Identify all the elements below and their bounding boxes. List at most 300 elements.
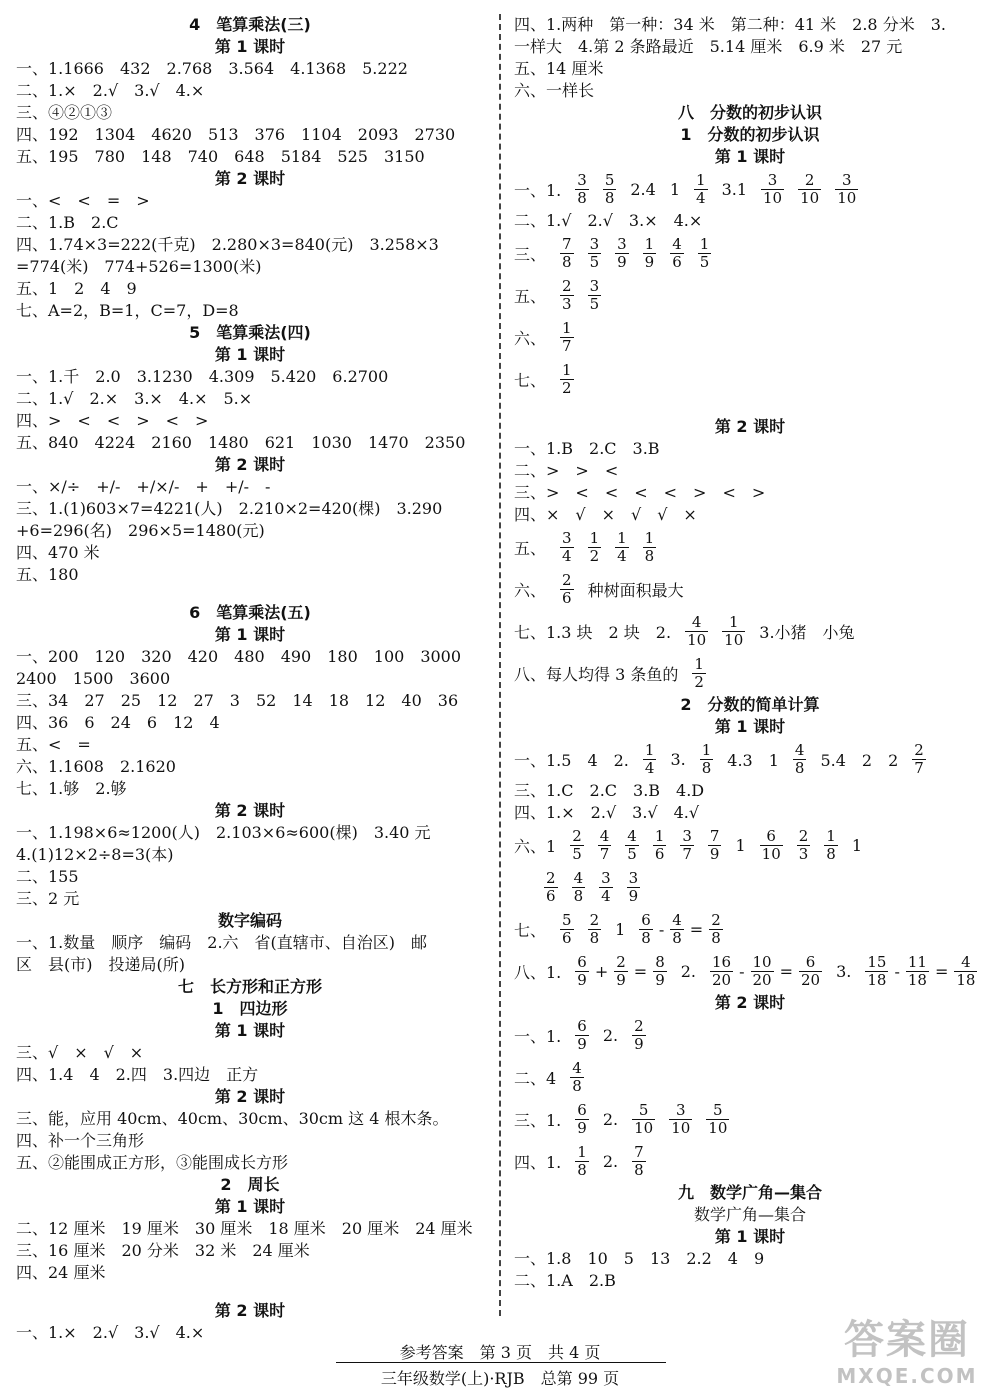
fraction — [722, 614, 745, 649]
answer-text: 2. — [602, 1109, 619, 1129]
answer-text: 七、 — [514, 920, 547, 940]
fraction-numerator: 2 — [798, 826, 809, 845]
fraction-denominator: 10 — [671, 1118, 691, 1137]
fraction-numerator: 3 — [617, 234, 627, 253]
fraction-denominator: 18 — [956, 970, 976, 989]
answer-line — [514, 168, 986, 210]
fraction-numerator: 1 — [644, 528, 655, 547]
section-heading: 4 笔算乘法(三) — [189, 15, 311, 34]
section-heading: 第 1 课时 — [214, 1197, 286, 1216]
fraction — [560, 320, 574, 355]
fraction-denominator: 10 — [761, 844, 781, 863]
fraction — [670, 236, 684, 271]
fraction-denominator: 8 — [604, 188, 615, 207]
fraction-numerator: 2 — [914, 740, 924, 759]
fraction — [614, 954, 628, 989]
answer-text: 七、 — [514, 370, 547, 390]
fraction — [560, 530, 574, 565]
answer-line: 三、> < < < < > < > — [514, 483, 766, 502]
section-heading: 数字编码 — [217, 911, 282, 930]
operator: = — [934, 961, 949, 981]
answer-line: 四、1.两种 第一种：34 米 第二种：41 米 2.8 分米 3. — [514, 15, 946, 34]
answer-line: 四、192 1304 4620 513 376 1104 2093 2730 — [16, 125, 456, 144]
answer-text: 三、 — [514, 244, 547, 264]
fraction — [692, 656, 706, 691]
answer-line — [514, 652, 986, 694]
answer-text: 八、每人均得 3 条鱼的 — [514, 664, 679, 684]
answer-line — [514, 610, 986, 652]
answer-line: 4.(1)12×2÷8=3(本) — [16, 845, 174, 864]
fraction-denominator: 18 — [867, 970, 887, 989]
section-heading: 第 1 课时 — [714, 717, 786, 736]
fraction-numerator: 1 — [644, 234, 655, 253]
answer-text: 五、 — [514, 538, 547, 558]
fraction-numerator: 4 — [672, 910, 682, 929]
fraction-denominator: 9 — [644, 252, 655, 271]
operator: - — [658, 919, 665, 939]
answer-line — [514, 1098, 986, 1140]
fraction-numerator: 7 — [709, 826, 720, 845]
fraction-denominator: 10 — [800, 188, 820, 207]
watermark-glyphs: 答案圈 — [844, 1317, 970, 1363]
fraction-denominator: 7 — [914, 758, 924, 777]
fraction-denominator: 8 — [577, 1160, 587, 1179]
fraction-denominator: 8 — [562, 252, 572, 271]
column-divider — [499, 14, 501, 1316]
fraction-numerator: 16 — [712, 952, 732, 971]
fraction — [797, 828, 811, 863]
fraction — [798, 172, 821, 207]
section-heading: 1 分数的初步认识 — [680, 125, 820, 144]
operator: = — [779, 961, 793, 981]
answer-line: 五、180 — [16, 565, 79, 584]
answer-line: 四、1.× 2.√ 3.√ 4.√ — [514, 803, 700, 822]
answer-line: 一、1.数量 顺序 编码 2.六 省(直辖市、自治区) 邮 — [16, 933, 428, 952]
fraction-denominator: 10 — [708, 1118, 728, 1137]
answer-line: 三、1.(1)603×7=4221(人) 2.210×2=420(棵) 3.290 — [16, 499, 443, 518]
fraction — [588, 912, 602, 947]
fraction-numerator: 3 — [577, 170, 587, 189]
fraction-denominator: 5 — [572, 844, 582, 863]
fraction-denominator: 9 — [709, 844, 720, 863]
fraction-denominator: 8 — [672, 928, 682, 947]
answer-text: 六、 — [514, 328, 547, 348]
fraction-denominator: 8 — [794, 758, 805, 777]
fraction — [685, 614, 708, 649]
fraction-numerator: 5 — [638, 1100, 649, 1119]
answer-text: 3.1 — [721, 179, 748, 199]
section-heading: 第 1 课时 — [214, 345, 286, 364]
fraction-denominator: 6 — [654, 844, 665, 863]
fraction-denominator: 8 — [641, 928, 651, 947]
answer-text: 三、1. — [514, 1110, 562, 1130]
fraction — [588, 278, 602, 313]
fraction-denominator: 9 — [628, 886, 639, 905]
fraction — [560, 572, 574, 607]
fraction-numerator: 11 — [907, 952, 927, 971]
answer-line — [514, 358, 986, 400]
fraction-numerator: 4 — [794, 740, 805, 759]
answer-text: 3. — [670, 749, 686, 769]
fraction — [625, 828, 639, 863]
answer-text: 一、1. — [514, 1026, 562, 1046]
answer-line: 二、1.√ 2.√ 3.× 4.× — [514, 211, 703, 230]
fraction-numerator: 2 — [562, 276, 572, 295]
answer-line: 四、470 米 — [16, 543, 100, 562]
fraction — [570, 828, 584, 863]
fraction — [615, 236, 629, 271]
fraction — [575, 1102, 589, 1137]
answer-line — [514, 1056, 986, 1098]
operator: + — [594, 961, 609, 981]
fraction — [560, 236, 574, 271]
fraction-numerator: 10 — [752, 952, 772, 971]
fraction-denominator: 9 — [655, 970, 665, 989]
fraction-denominator: 9 — [577, 1118, 587, 1137]
fraction-denominator: 5 — [589, 252, 600, 271]
fraction-numerator: 1 — [694, 654, 704, 673]
fraction — [560, 912, 574, 947]
section-heading: 5 笔算乘法(四) — [189, 323, 311, 342]
answer-line: 五、840 4224 2160 1480 621 1030 1470 2350 — [16, 433, 466, 452]
fraction-numerator: 4 — [691, 612, 702, 631]
answer-line: 五、195 780 148 740 648 5184 525 3150 — [16, 147, 425, 166]
section-heading: 第 2 课时 — [214, 169, 286, 188]
fraction — [954, 954, 977, 989]
watermark-url: MXQE.COM — [836, 1364, 978, 1388]
operator: = — [633, 961, 648, 981]
footer-rule — [336, 1362, 666, 1363]
fraction-numerator: 1 — [699, 234, 710, 253]
fraction — [793, 742, 807, 777]
answer-line: 四、24 厘米 — [16, 1263, 106, 1282]
answer-line: 二、> > < — [514, 461, 619, 480]
answer-line: 一样大 4.第 2 条路最近 5.14 厘米 6.9 米 27 元 — [514, 37, 903, 56]
fraction-denominator: 3 — [562, 294, 572, 313]
fraction-numerator: 5 — [562, 910, 572, 929]
answer-text: 1 — [669, 179, 681, 199]
fraction-denominator: 4 — [696, 188, 706, 207]
answer-line — [514, 738, 986, 780]
answer-text: 3.小猪 小兔 — [759, 622, 855, 642]
fraction — [588, 236, 602, 271]
fraction-denominator: 10 — [837, 188, 857, 207]
fraction-denominator: 10 — [763, 188, 783, 207]
fraction-numerator: 3 — [601, 868, 611, 887]
fraction — [570, 1060, 584, 1095]
fraction-denominator: 20 — [752, 970, 772, 989]
section-heading: 第 1 课时 — [714, 147, 786, 166]
answer-line: 七、A=2，B=1，C=7，D=8 — [16, 301, 239, 320]
fraction-numerator: 4 — [961, 952, 971, 971]
fraction-denominator: 6 — [672, 252, 682, 271]
fraction — [560, 278, 574, 313]
fraction-denominator: 2 — [694, 672, 704, 691]
fraction-denominator: 8 — [701, 758, 712, 777]
section-heading: 第 2 课时 — [714, 993, 786, 1012]
fraction — [709, 912, 723, 947]
fraction-numerator: 1 — [654, 826, 665, 845]
fraction — [599, 870, 613, 905]
answer-text: 二、4 — [514, 1068, 557, 1088]
answer-line: 四、× √ × √ √ × — [514, 505, 697, 524]
answer-text: 2. — [680, 961, 696, 981]
answer-line: 三、16 厘米 20 分米 32 米 24 厘米 — [16, 1241, 310, 1260]
answer-text: 六、 — [514, 580, 547, 600]
operator: - — [894, 961, 900, 981]
fraction — [603, 172, 617, 207]
fraction-denominator: 9 — [634, 1034, 644, 1053]
answer-line — [514, 908, 986, 950]
fraction-numerator: 1 — [562, 360, 572, 379]
answer-line: 五、14 厘米 — [514, 59, 604, 78]
answer-line: 一、1.千 2.0 3.1230 4.309 5.420 6.2700 — [16, 367, 389, 386]
answer-text: 种树面积最大 — [587, 580, 684, 600]
answer-line: 一、200 120 320 420 480 490 180 100 3000 — [16, 647, 462, 666]
answer-line: 三、1.C 2.C 3.B 4.D — [514, 781, 705, 800]
answer-line: 二、155 — [16, 867, 79, 886]
section-heading: 数学广角—集合 — [693, 1205, 806, 1224]
fraction — [588, 530, 602, 565]
fraction-numerator: 3 — [589, 234, 600, 253]
fraction — [544, 870, 558, 905]
spacer — [16, 1284, 484, 1300]
answer-line: 六、1.1608 2.1620 — [16, 757, 176, 776]
fraction-denominator: 10 — [634, 1118, 654, 1137]
right-column — [514, 14, 986, 1292]
answer-line — [514, 274, 986, 316]
fraction — [627, 870, 641, 905]
fraction-denominator: 4 — [644, 758, 655, 777]
fraction-numerator: 1 — [826, 826, 836, 845]
section-heading: 第 1 课时 — [214, 37, 286, 56]
fraction — [653, 828, 667, 863]
answer-line — [514, 316, 986, 358]
answer-text: 一、1.5 4 2. — [514, 750, 629, 770]
section-heading: 6 笔算乘法(五) — [189, 603, 311, 622]
fraction — [706, 1102, 729, 1137]
fraction-denominator: 6 — [562, 588, 572, 607]
section-heading: 第 2 课时 — [714, 417, 786, 436]
fraction-denominator: 10 — [724, 630, 744, 649]
fraction — [708, 828, 722, 863]
section-heading: 九 数学广角—集合 — [677, 1183, 822, 1202]
fraction-numerator: 2 — [562, 570, 572, 589]
answer-line — [514, 526, 986, 568]
fraction-numerator: 6 — [805, 952, 816, 971]
answer-line: 五、< = — [16, 735, 91, 754]
fraction-numerator: 1 — [589, 528, 600, 547]
answer-line: =774(米) 774+526=1300(米) — [16, 257, 262, 276]
fraction-numerator: 4 — [572, 1058, 582, 1077]
fraction-numerator: 2 — [616, 952, 626, 971]
fraction-numerator: 3 — [589, 276, 600, 295]
fraction — [560, 362, 574, 397]
answer-line: 一、1.B 2.C 3.B — [514, 439, 660, 458]
section-heading: 第 2 课时 — [214, 1301, 286, 1320]
fraction-numerator: 2 — [589, 910, 600, 929]
fraction-numerator: 3 — [562, 528, 572, 547]
fraction — [865, 954, 888, 989]
fraction-numerator: 8 — [655, 952, 665, 971]
answer-line: 四、1.74×3=222(千克) 2.280×3=840(元) 3.258×3 — [16, 235, 439, 254]
section-heading: 2 周长 — [220, 1175, 280, 1194]
fraction-numerator: 2 — [634, 1016, 644, 1035]
answer-text: 2. — [602, 1151, 619, 1171]
fraction-numerator: 6 — [766, 826, 776, 845]
fraction-denominator: 8 — [589, 928, 600, 947]
fraction — [912, 742, 926, 777]
answer-text: 四、1. — [514, 1152, 562, 1172]
fraction-numerator: 4 — [627, 826, 637, 845]
answer-line: 四、> < < > < > — [16, 411, 209, 430]
answer-line: 2400 1500 3600 — [16, 669, 171, 688]
fraction-numerator: 6 — [577, 1016, 587, 1035]
answer-text — [514, 876, 530, 899]
answer-line — [514, 568, 986, 610]
answer-line: 区 县(市) 投递局(所) — [16, 955, 185, 974]
left-column — [16, 14, 484, 1344]
fraction — [653, 954, 667, 989]
fraction-denominator: 7 — [599, 844, 610, 863]
answer-line — [514, 1014, 986, 1056]
fraction-numerator: 6 — [641, 910, 651, 929]
fraction-denominator: 9 — [617, 252, 627, 271]
answer-text: 七、1.3 块 2 块 2. — [514, 622, 672, 642]
answer-line: 二、1.√ 2.× 3.× 4.× 5.× — [16, 389, 253, 408]
operator: = — [689, 919, 704, 939]
answer-line — [514, 232, 986, 274]
fraction-denominator: 5 — [589, 294, 600, 313]
answer-line — [514, 1140, 986, 1182]
answer-text: 2. — [602, 1025, 619, 1045]
fraction — [575, 172, 589, 207]
fraction-numerator: 1 — [696, 170, 706, 189]
fraction — [632, 1018, 646, 1053]
answer-text: 4.3 1 — [727, 750, 779, 770]
fraction — [643, 530, 657, 565]
fraction — [799, 954, 822, 989]
fraction-denominator: 9 — [577, 1034, 587, 1053]
fraction-denominator: 6 — [546, 886, 556, 905]
fraction-denominator: 4 — [601, 886, 611, 905]
fraction — [824, 828, 838, 863]
watermark-logo — [822, 1316, 992, 1394]
fraction-numerator: 5 — [604, 170, 615, 189]
section-heading: 七 长方形和正方形 — [177, 977, 322, 996]
fraction-numerator: 3 — [628, 868, 639, 887]
fraction — [835, 172, 858, 207]
fraction-denominator: 20 — [712, 970, 732, 989]
answer-line: 二、1.B 2.C — [16, 213, 119, 232]
fraction-numerator: 2 — [572, 826, 582, 845]
fraction — [680, 828, 694, 863]
fraction — [615, 530, 629, 565]
answer-line: 一、×/÷ +/- +/×/- + +/- - — [16, 477, 271, 496]
fraction-denominator: 9 — [577, 970, 587, 989]
section-heading: 第 1 课时 — [214, 625, 286, 644]
fraction — [643, 236, 657, 271]
fraction — [632, 1144, 646, 1179]
answer-line — [514, 866, 986, 908]
answer-line: 一、1.× 2.√ 3.√ 4.× — [16, 1323, 205, 1342]
section-heading: 第 2 课时 — [214, 801, 286, 820]
fraction-denominator: 9 — [616, 970, 626, 989]
answer-line: 五、1 2 4 9 — [16, 279, 137, 298]
fraction-numerator: 7 — [634, 1142, 644, 1161]
answer-line: 四、补一个三角形 — [16, 1131, 145, 1150]
fraction — [700, 742, 714, 777]
answer-text: 3. — [836, 961, 852, 981]
answer-text: 1 — [615, 919, 626, 939]
fraction-numerator: 2 — [711, 910, 721, 929]
fraction-denominator: 2 — [589, 546, 600, 565]
answer-text: 六、1 — [514, 836, 557, 856]
section-heading: 第 2 课时 — [214, 1087, 286, 1106]
answer-line: 六、一样长 — [514, 81, 595, 100]
answer-line: 二、1.× 2.√ 3.√ 4.× — [16, 81, 205, 100]
answer-line: 四、36 6 24 6 12 4 — [16, 713, 220, 732]
fraction-denominator: 5 — [699, 252, 710, 271]
fraction — [670, 912, 684, 947]
answer-line — [514, 950, 986, 992]
fraction-numerator: 3 — [675, 1100, 686, 1119]
section-heading: 第 1 课时 — [714, 1227, 786, 1246]
fraction-numerator: 6 — [577, 1100, 587, 1119]
answer-text: 八、1. — [514, 962, 562, 982]
fraction-numerator: 6 — [577, 952, 587, 971]
fraction-numerator: 4 — [573, 868, 584, 887]
answer-line: 三、2 元 — [16, 889, 80, 908]
fraction — [751, 954, 774, 989]
answer-line: 二、12 厘米 19 厘米 30 厘米 18 厘米 20 厘米 24 厘米 — [16, 1219, 473, 1238]
answer-text: 五、 — [514, 286, 547, 306]
fraction-numerator: 3 — [682, 826, 692, 845]
fraction-numerator: 1 — [728, 612, 739, 631]
answer-line: 一、1.198×6≈1200(人) 2.103×6≈600(棵) 3.40 元 — [16, 823, 431, 842]
fraction-denominator: 2 — [562, 378, 572, 397]
section-heading: 八 分数的初步认识 — [677, 103, 822, 122]
answer-text: 1 — [735, 835, 746, 855]
fraction-numerator: 2 — [546, 868, 556, 887]
answer-line: 一、1.8 10 5 13 2.2 4 9 — [514, 1249, 765, 1268]
fraction — [575, 1018, 589, 1053]
answer-line — [514, 824, 986, 866]
fraction-denominator: 8 — [572, 1076, 582, 1095]
spacer — [514, 400, 986, 416]
fraction-denominator: 18 — [907, 970, 927, 989]
fraction — [575, 954, 589, 989]
fraction-numerator: 1 — [577, 1142, 587, 1161]
fraction-denominator: 3 — [798, 844, 809, 863]
fraction-numerator: 1 — [701, 740, 712, 759]
fraction-denominator: 4 — [562, 546, 572, 565]
answer-line: 三、能，应用 40cm、40cm、30cm、30cm 这 4 根木条。 — [16, 1109, 449, 1128]
section-heading: 2 分数的简单计算 — [680, 695, 820, 714]
fraction-numerator: 4 — [599, 826, 610, 845]
fraction — [598, 828, 612, 863]
operator: - — [739, 961, 745, 981]
answer-line: +6=296(名) 296×5=1480(元) — [16, 521, 265, 540]
answer-text: 2.4 — [630, 179, 656, 199]
fraction-denominator: 10 — [687, 630, 707, 649]
fraction — [575, 1144, 589, 1179]
answer-line: 三、34 27 25 12 27 3 52 14 18 12 40 36 — [16, 691, 459, 710]
fraction-numerator: 4 — [672, 234, 682, 253]
fraction-denominator: 4 — [617, 546, 627, 565]
spacer — [16, 586, 484, 602]
section-heading: 1 四边形 — [212, 999, 288, 1018]
